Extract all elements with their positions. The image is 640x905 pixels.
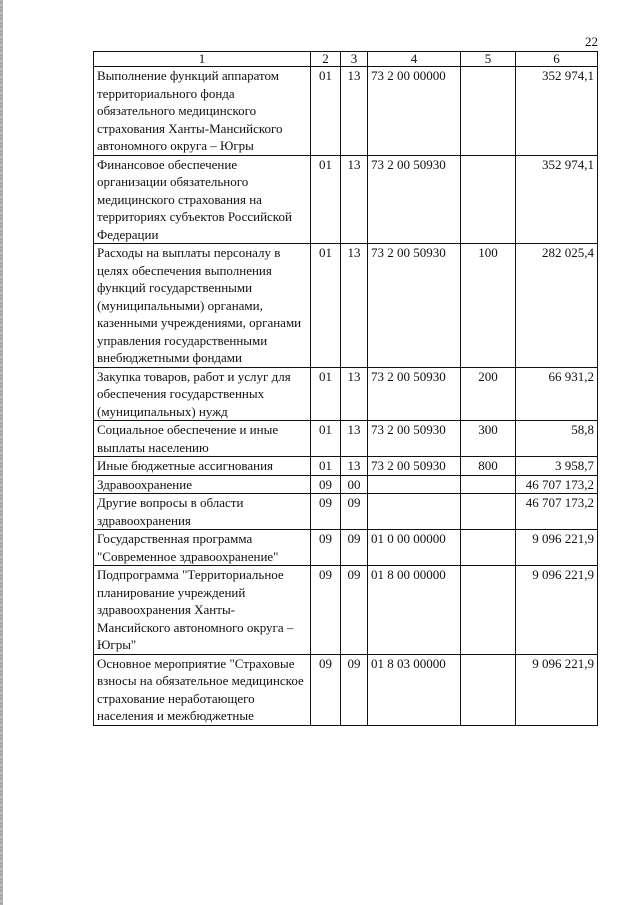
table-row — [94, 566, 598, 655]
table-header — [94, 52, 598, 67]
row-subsection: 13 — [341, 155, 368, 244]
row-target-article: 01 0 00 00000 — [368, 530, 461, 566]
row-amount: 352 974,1 — [516, 155, 598, 244]
table-row — [94, 475, 598, 494]
row-expense-type: 800 — [461, 457, 516, 476]
row-subsection: 00 — [341, 475, 368, 494]
row-target-article — [368, 494, 461, 530]
table-row — [94, 457, 598, 476]
row-section: 01 — [311, 155, 341, 244]
row-name: Здравоохранение — [94, 475, 311, 494]
row-name: Другие вопросы в области здравоохранения — [94, 494, 311, 530]
row-name: Иные бюджетные ассигнования — [94, 457, 311, 476]
row-section: 09 — [311, 494, 341, 530]
row-expense-type — [461, 475, 516, 494]
budget-table — [93, 51, 598, 726]
row-amount: 58,8 — [516, 421, 598, 457]
col-header-amount: 6 — [516, 52, 598, 67]
row-amount: 46 707 173,2 — [516, 475, 598, 494]
col-header-subsection: 3 — [341, 52, 368, 67]
row-section: 09 — [311, 530, 341, 566]
row-target-article: 73 2 00 50930 — [368, 367, 461, 421]
row-subsection: 09 — [341, 530, 368, 566]
col-header-target-article: 4 — [368, 52, 461, 67]
row-section: 01 — [311, 244, 341, 368]
row-subsection: 13 — [341, 421, 368, 457]
row-target-article: 73 2 00 50930 — [368, 457, 461, 476]
row-expense-type: 200 — [461, 367, 516, 421]
row-subsection: 13 — [341, 367, 368, 421]
table-body — [94, 67, 598, 726]
row-target-article — [368, 475, 461, 494]
row-subsection: 13 — [341, 244, 368, 368]
table-row — [94, 530, 598, 566]
row-expense-type — [461, 494, 516, 530]
row-name: Государственная программа "Современное здравоохранение" — [94, 530, 311, 566]
row-amount: 3 958,7 — [516, 457, 598, 476]
row-expense-type: 300 — [461, 421, 516, 457]
row-expense-type — [461, 654, 516, 725]
row-target-article: 73 2 00 50930 — [368, 155, 461, 244]
table-row — [94, 67, 598, 156]
row-name: Расходы на выплаты персоналу в целях обеспечения выполнения функций государственными (муниципальными) органами, казенными учреждениями, органами управления государственными внебюджетными фондами — [94, 244, 311, 368]
row-target-article: 73 2 00 50930 — [368, 421, 461, 457]
row-target-article: 01 8 03 00000 — [368, 654, 461, 725]
table-row — [94, 421, 598, 457]
row-section: 01 — [311, 421, 341, 457]
row-name: Подпрограмма "Территориальное планирование учреждений здравоохранения Ханты-Мансийского автономного округа – Югры" — [94, 566, 311, 655]
row-expense-type — [461, 155, 516, 244]
table-row — [94, 654, 598, 725]
row-section: 09 — [311, 654, 341, 725]
table-row — [94, 155, 598, 244]
row-amount: 46 707 173,2 — [516, 494, 598, 530]
row-expense-type — [461, 530, 516, 566]
row-amount: 282 025,4 — [516, 244, 598, 368]
row-expense-type: 100 — [461, 244, 516, 368]
row-amount: 9 096 221,9 — [516, 654, 598, 725]
row-target-article: 73 2 00 50930 — [368, 244, 461, 368]
row-amount: 66 931,2 — [516, 367, 598, 421]
table-row — [94, 244, 598, 368]
col-header-section: 2 — [311, 52, 341, 67]
row-name: Социальное обеспечение и иные выплаты населению — [94, 421, 311, 457]
row-target-article: 73 2 00 00000 — [368, 67, 461, 156]
row-subsection: 09 — [341, 494, 368, 530]
row-target-article: 01 8 00 00000 — [368, 566, 461, 655]
row-expense-type — [461, 67, 516, 156]
col-header-expense-type: 5 — [461, 52, 516, 67]
page-number: 22 — [585, 34, 598, 49]
row-name: Финансовое обеспечение организации обязательного медицинского страхования на территориях субъектов Российской Федерации — [94, 155, 311, 244]
row-subsection: 13 — [341, 457, 368, 476]
header-row — [94, 52, 598, 67]
row-subsection: 09 — [341, 566, 368, 655]
row-name: Закупка товаров, работ и услуг для обеспечения государственных (муниципальных) нужд — [94, 367, 311, 421]
row-section: 09 — [311, 475, 341, 494]
row-expense-type — [461, 566, 516, 655]
row-name: Выполнение функций аппаратом территориального фонда обязательного медицинского страхования Ханты-Мансийского автономного округа – Югры — [94, 67, 311, 156]
col-header-name: 1 — [94, 52, 311, 67]
row-section: 01 — [311, 457, 341, 476]
row-name: Основное мероприятие "Страховые взносы на обязательное медицинское страхование неработающего населения и межбюджетные — [94, 654, 311, 725]
scan-edge — [0, 0, 3, 905]
row-amount: 352 974,1 — [516, 67, 598, 156]
row-section: 09 — [311, 566, 341, 655]
table-row — [94, 367, 598, 421]
row-amount: 9 096 221,9 — [516, 530, 598, 566]
row-section: 01 — [311, 367, 341, 421]
row-subsection: 09 — [341, 654, 368, 725]
table-row — [94, 494, 598, 530]
row-section: 01 — [311, 67, 341, 156]
row-subsection: 13 — [341, 67, 368, 156]
row-amount: 9 096 221,9 — [516, 566, 598, 655]
